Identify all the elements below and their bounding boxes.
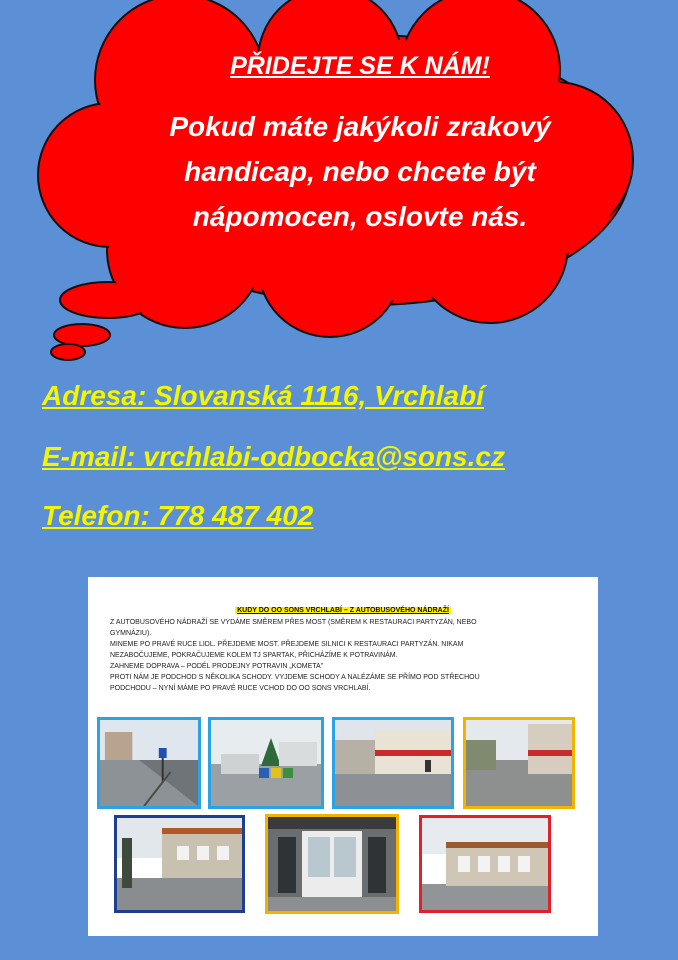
directions-line: Z AUTOBUSOVÉHO NÁDRAŽÍ SE VYDÁME SMĚREM PŘES MOST (SMĚREM K RESTAURACI PARTYZÁN, NEBO <box>110 619 477 626</box>
photo-underpass-stairs <box>463 717 575 809</box>
address-text: Adresa: Slovanská 1116, Vrchlabí <box>42 380 485 411</box>
bubble-message <box>100 104 620 239</box>
photo-building-facade <box>419 815 551 913</box>
directions-line: GYMNÁZIU). <box>110 630 152 637</box>
bubble-title: PŘIDEJTE SE K NÁM! <box>230 52 490 80</box>
bubble-line: nápomocen, oslovte nás. <box>192 201 528 232</box>
email-link[interactable]: E-mail: vrchlabi-odbocka@sons.cz <box>42 441 505 472</box>
photo-bus-station-road <box>97 717 201 809</box>
bubble-line: Pokud máte jakýkoli zrakový <box>169 111 551 142</box>
directions-heading <box>88 599 598 617</box>
bubble-line: handicap, nebo chcete být <box>184 156 536 187</box>
photo-entrance-door <box>265 814 399 914</box>
phone-text: Telefon: 778 487 402 <box>42 500 314 531</box>
directions-line: PODCHODU – NYNÍ MÁME PO PRAVÉ RUCE VCHOD DO OO SONS VRCHLABÍ. <box>110 685 371 692</box>
directions-line: MINEME PO PRAVÉ RUCE LIDL. PŘEJDEME MOST. PŘEJDEME SILNICI K RESTAURACI PARTYZÁN. NIKAM <box>110 641 464 648</box>
photo-kometa-shop <box>332 717 454 809</box>
directions-text <box>110 617 570 694</box>
directions-line: ZAHNEME DOPRAVA – PODÉL PRODEJNY POTRAVIN „KOMETA" <box>110 663 324 670</box>
photo-building-corner <box>114 815 245 913</box>
directions-line: NEZABOČUJEME, POKRAČUJEME KOLEM TJ SPARTAK, PŘICHÁZÍME K POTRAVINÁM. <box>110 652 398 659</box>
directions-card <box>88 577 598 936</box>
directions-line: PROTI NÁM JE PODCHOD S NĚKOLIKA SCHODY. VYJDEME SCHODY A NALÉZÁME SE PŘÍMO POD STŘECHOU <box>110 674 480 681</box>
photo-lidl-containers <box>208 717 324 809</box>
directions-heading-text: KUDY DO OO SONS VRCHLABÍ – Z AUTOBUSOVÉHO NÁDRAŽÍ <box>237 607 449 614</box>
